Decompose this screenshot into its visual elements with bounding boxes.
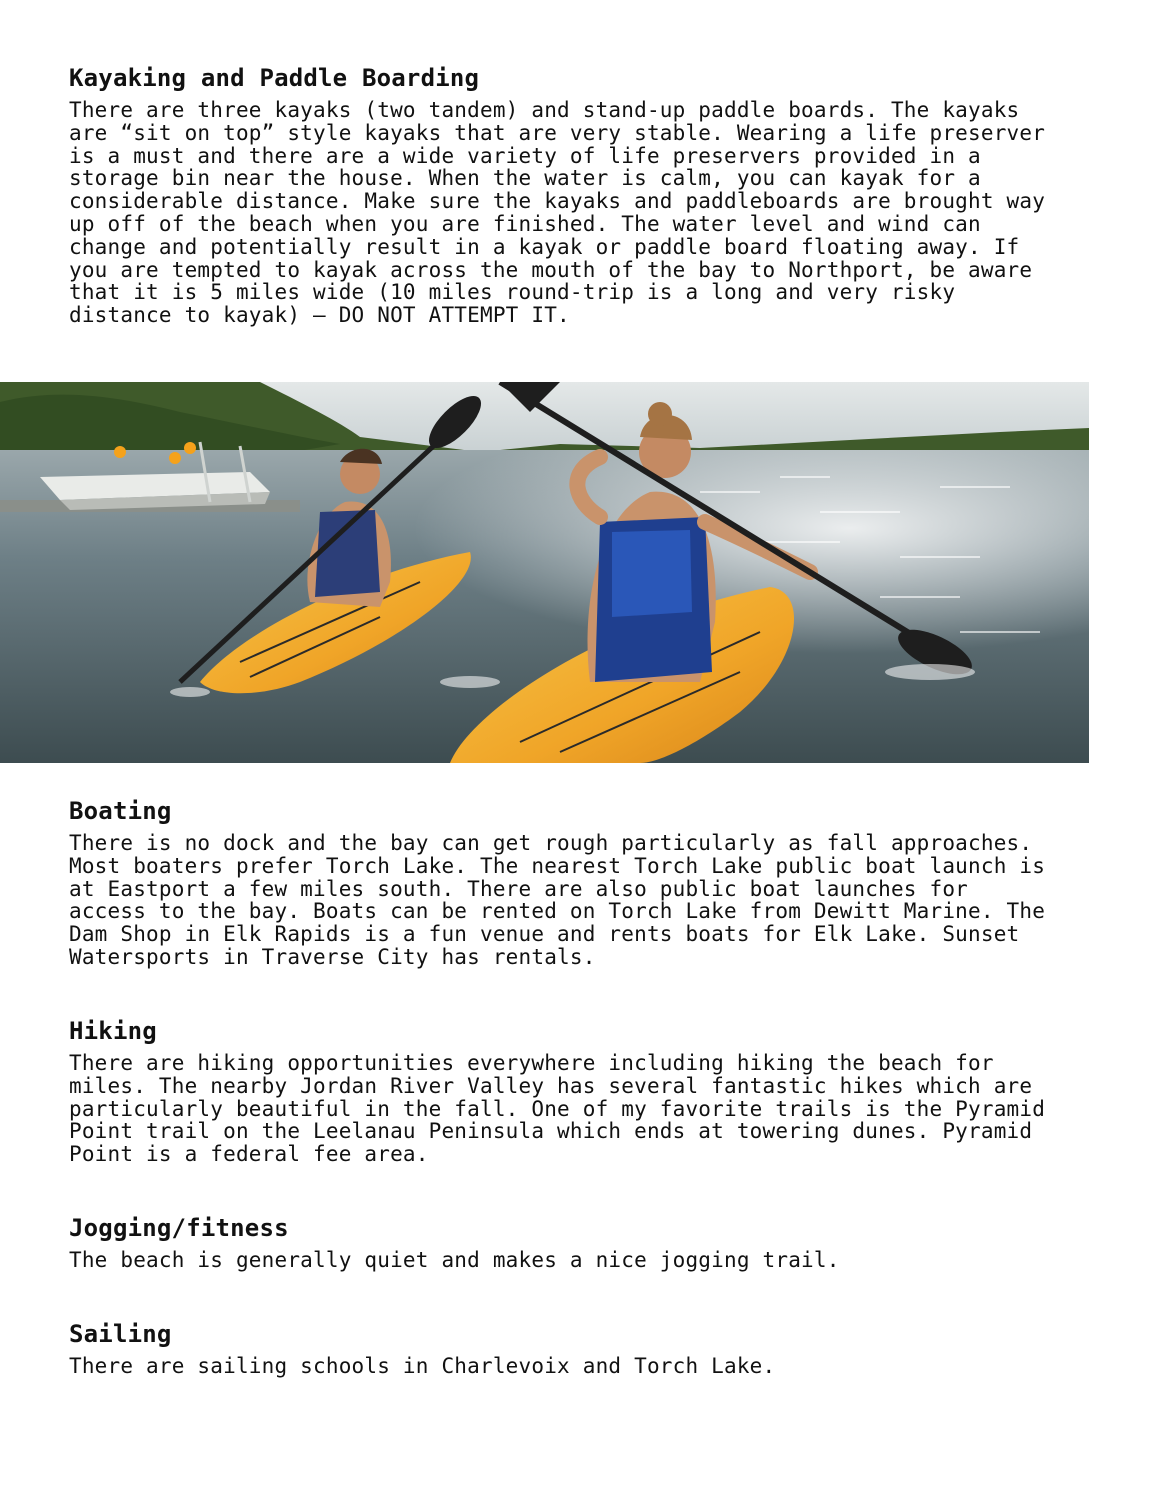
section-sailing: [69, 1319, 1099, 1378]
paragraph-sailing: There are sailing schools in Charlevoix and Torch Lake.: [69, 1354, 776, 1378]
paragraph-boating: There is no dock and the bay can get rough particularly as fall approaches. Most boaters prefer Torch Lake. The nearest Torch Lake public boat launch is at Eastport a few miles south. There are also public boat launches for access to the bay. Boats can be rented on Torch Lake from Dewitt Marine. The Dam Shop in Elk Rapids is a fun venue and rents boats for Elk Lake. Sunset Watersports in Traverse City has rentals.: [69, 831, 1046, 969]
heading-sailing: Sailing: [69, 1320, 172, 1348]
section-boating: [69, 796, 1099, 969]
heading-boating: Boating: [69, 797, 172, 825]
section-hiking: [69, 1016, 1099, 1166]
section-kayaking: [69, 63, 1099, 327]
kayak-photo: [0, 382, 1089, 763]
paragraph-hiking: There are hiking opportunities everywhere including hiking the beach for miles. The nearby Jordan River Valley has several fantastic hikes which are particularly beautiful in the fall. One of my favorite trails is the Pyramid Point trail on the Leelanau Peninsula which ends at towering dunes. Pyramid Point is a federal fee area.: [69, 1051, 1046, 1167]
heading-jogging: Jogging/fitness: [69, 1214, 289, 1242]
section-jogging: [69, 1213, 1099, 1272]
heading-kayaking: Kayaking and Paddle Boarding: [69, 64, 480, 92]
heading-hiking: Hiking: [69, 1017, 157, 1045]
paragraph-jogging: The beach is generally quiet and makes a nice jogging trail.: [69, 1248, 840, 1272]
paragraph-kayaking: There are three kayaks (two tandem) and stand-up paddle boards. The kayaks are “sit on top” style kayaks that are very stable. Wearing a life preserver is a must and there are a wide variety of life preservers provided in a storage bin near the house. When the water is calm, you can kayak for a considerable distance. Make sure the kayaks and paddleboards are brought way up off of the beach when you are finished. The water level and wind can change and potentially result in a kayak or paddle board floating away. If you are tempted to kayak across the mouth of the bay to Northport, be aware that it is 5 miles wide (10 miles round-trip is a long and very risky distance to kayak) – DO NOT ATTEMPT IT.: [69, 98, 1046, 328]
